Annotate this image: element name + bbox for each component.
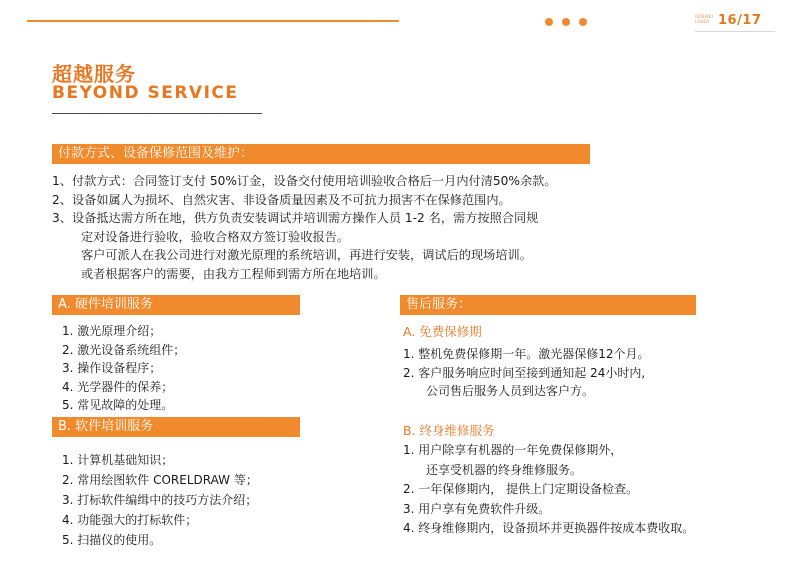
list-item: 1. 激光原理介绍； — [62, 324, 162, 338]
payment-line: 1、付款方式：合同签订支付 50%订金，设备交付使用培训验收合格后一月内付清50%余款。 — [52, 174, 557, 188]
mini-brand — [695, 15, 713, 25]
list-item: 2. 常用绘图软件 CORELDRAW 等； — [62, 473, 258, 487]
page-title-en: BEYOND SERVICE — [52, 83, 239, 103]
list-item: 3. 用户享有免费软件升级。 — [403, 501, 551, 516]
dot-icon — [562, 18, 570, 26]
mini-brand-line-1: RENWEI — [695, 15, 713, 20]
list-item: 1. 整机免费保修期一年。激光器保修12个月。 — [403, 347, 650, 361]
header-rule — [695, 31, 775, 32]
mini-brand-line-2: LASER — [695, 20, 710, 25]
list-item: 2. 客户服务响应时间至接到通知起 24小时内, — [403, 365, 646, 380]
free-warranty-heading: A. 免费保修期 — [403, 324, 482, 339]
page-title-cn: 超越服务 — [52, 62, 136, 86]
payment-terms — [52, 172, 557, 284]
list-item: 4. 光学器件的保养； — [62, 379, 174, 394]
list-item: 1. 计算机基础知识； — [62, 453, 174, 467]
payment-line: 定对设备进行验收，验收合格双方签订验收报告。 — [81, 229, 350, 244]
dot-icon — [545, 18, 553, 26]
list-item: 5. 常见故障的处理。 — [62, 398, 174, 412]
list-item: 5. 扫描仪的使用。 — [62, 533, 162, 547]
list-item: 4. 功能强大的打标软件； — [62, 513, 198, 527]
page-number: 16/17 — [718, 13, 762, 28]
top-decor-line — [27, 20, 399, 22]
software-training-list — [62, 450, 258, 550]
lifetime-service-list — [403, 441, 694, 539]
list-item: 还享受机器的终身维修服务。 — [426, 462, 583, 477]
list-item: 2. 激光设备系统组件； — [62, 342, 186, 357]
dot-icon — [579, 18, 587, 26]
list-item: 2. 一年保修期内， 提供上门定期设备检查。 — [403, 482, 639, 496]
list-item: 公司售后服务人员到达客户方。 — [426, 384, 595, 398]
software-training-banner: B. 软件培训服务 — [52, 417, 300, 437]
list-item: 4. 终身维修期内，设备损坏并更换器件按成本费收取。 — [403, 521, 695, 535]
payment-line: 2、设备如属人为损坏、自然灾害、非设备质量因素及不可抗力损害不在保修范围内。 — [52, 192, 511, 207]
payment-banner: 付款方式、设备保修范围及维护： — [52, 144, 590, 164]
payment-line: 3、设备抵达需方所在地，供方负责安装调试并培训需方操作人员 1-2 名，需方按照合同规 — [52, 211, 539, 226]
hardware-training-banner: A. 硬件培训服务 — [52, 295, 300, 315]
free-warranty-list — [403, 345, 650, 401]
payment-line: 或者根据客户的需要，由我方工程师到需方所在地培训。 — [81, 266, 386, 281]
hardware-training-list — [62, 322, 185, 415]
dots-decoration — [545, 18, 587, 26]
after-sales-banner: 售后服务： — [400, 295, 696, 315]
list-item: 3. 打标软件编缉中的技巧方法介绍； — [62, 493, 258, 507]
list-item: 3. 操作设备程序； — [62, 361, 162, 375]
list-item: 1. 用户除享有机器的一年免费保修期外， — [403, 443, 623, 457]
lifetime-service-heading: B. 终身维修服务 — [403, 423, 495, 438]
title-divider — [52, 113, 262, 114]
payment-line: 客户可派人在我公司进行对激光原理的系统培训，再进行安装，调试后的现场培训。 — [81, 248, 532, 263]
